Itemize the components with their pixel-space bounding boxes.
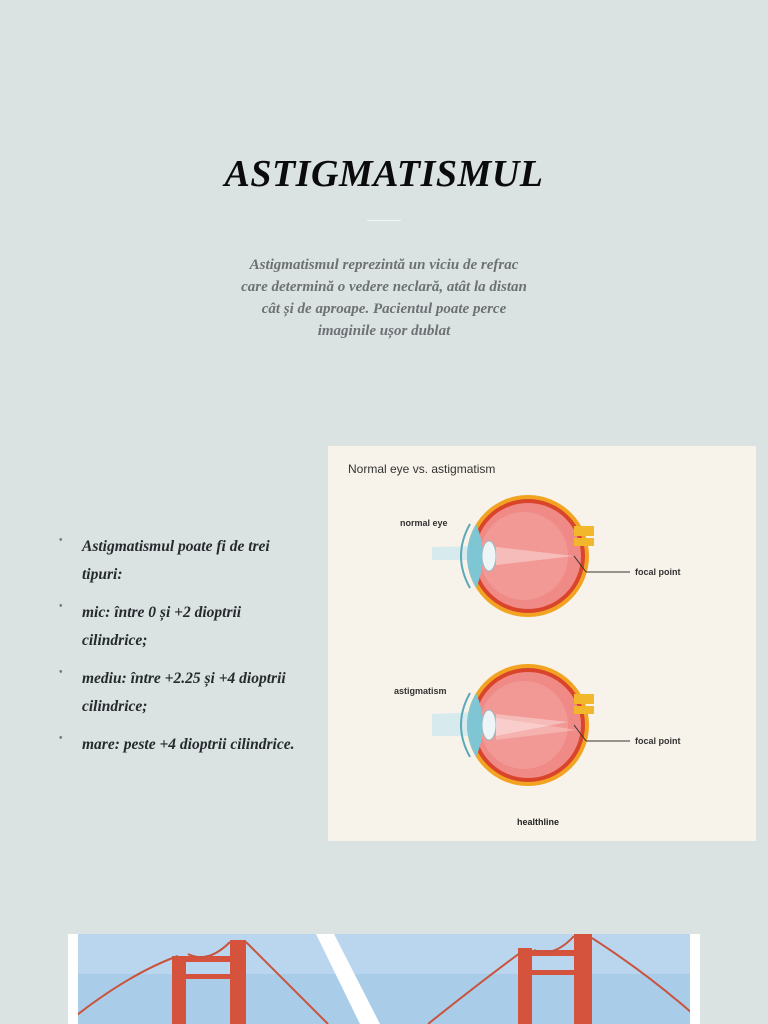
title-divider: [367, 220, 401, 221]
slide-title: ASTIGMATISMUL: [224, 153, 544, 195]
label-astigmatism: astigmatism: [394, 686, 447, 696]
eye-diagram-figure: [328, 446, 756, 841]
figure-credit: healthline: [517, 817, 560, 827]
list-item-text: mare: peste +4 dioptrii cilindrice.: [82, 736, 295, 753]
label-focal-point: focal point: [635, 567, 681, 577]
list-item-text: mediu: între +2.25 și +4 dioptrii cilindrice;: [82, 670, 286, 715]
bullet-icon: •: [59, 667, 63, 678]
normal-eye-illustration: [432, 495, 630, 617]
intro-line: imaginile ușor dublat: [317, 323, 451, 339]
bullet-icon: •: [59, 601, 63, 612]
intro-line: care determină o vedere neclară, atât la distan: [241, 279, 527, 295]
list-item: [56, 665, 306, 721]
bullet-list: [56, 533, 306, 769]
bridge-photo: [68, 934, 700, 1024]
intro-paragraph: [200, 254, 568, 342]
figure-title: Normal eye vs. astigmatism: [348, 462, 496, 476]
list-item-text: mic: între 0 și +2 dioptrii cilindrice;: [82, 604, 242, 649]
bullet-icon: •: [59, 733, 63, 744]
astigmatism-eye-illustration: [432, 664, 630, 786]
list-item: [56, 731, 306, 759]
intro-line: cât și de aproape. Pacientul poate perce: [261, 301, 507, 317]
bullet-icon: •: [59, 535, 63, 546]
list-item-text: Astigmatismul poate fi de trei tipuri:: [82, 538, 270, 583]
list-item: [56, 533, 306, 589]
intro-line: Astigmatismul reprezintă un viciu de refrac: [249, 257, 519, 273]
list-item: [56, 599, 306, 655]
label-normal-eye: normal eye: [400, 518, 448, 528]
label-focal-point: focal point: [635, 736, 681, 746]
